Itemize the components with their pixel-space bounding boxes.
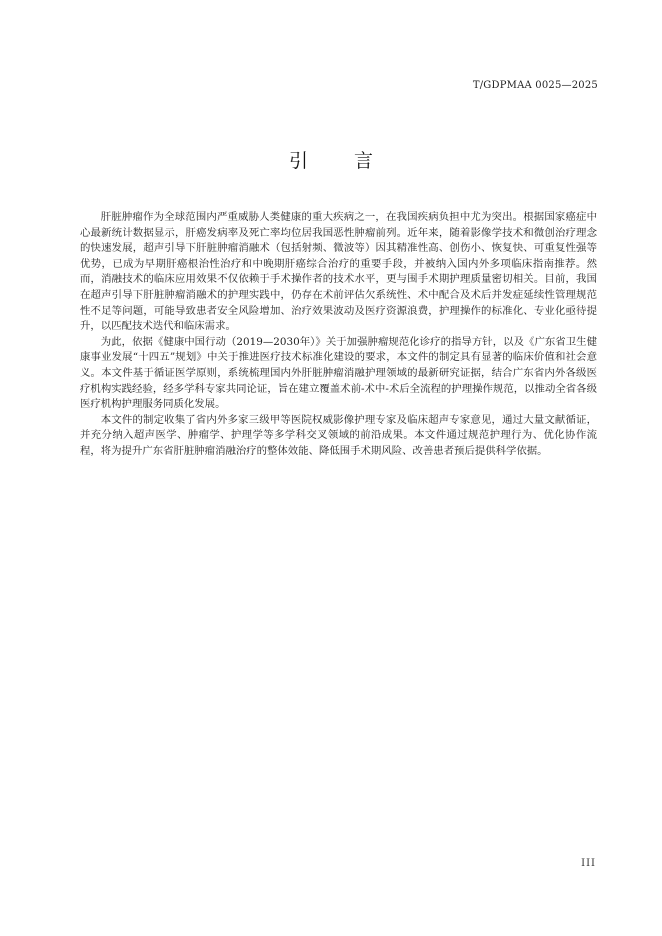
paragraph-2: 为此，依据《健康中国行动（2019—2030年）》关于加强肿瘤规范化诊疗的指导方针，以及《广东省卫生健康事业发展“十四五”规划》中关于推进医疗技术标准化建设的要求，本文件的制定具有显著的临床价值和社会意义。本文件基于循证医学原则，系统梳理国内外肝脏肿瘤消融护理领域的最新研究证据，结合广东省内外各级医疗机构实践经验，经多学科专家共同论证，旨在建立覆盖术前-术中-术后全流程的护理操作规范，以推动全省各级医疗机构护理服务同质化发展。 [80,335,597,411]
paragraph-1: 肝脏肿瘤作为全球范围内严重威胁人类健康的重大疾病之一，在我国疾病负担中尤为突出。根据国家癌症中心最新统计数据显示，肝癌发病率及死亡率均位居我国恶性肿瘤前列。近年来，随着影像学技术和微创治疗理念的快速发展，超声引导下肝脏肿瘤消融术（包括射频、微波等）因其精准性高、创伤小、恢复快、可重复性强等优势，已成为早期肝癌根治性治疗和中晚期肝癌综合治疗的重要手段，并被纳入国内外多项临床指南推荐。然而，消融技术的临床应用效果不仅依赖于手术操作者的技术水平，更与围手术期护理质量密切相关。目前，我国在超声引导下肝脏肿瘤消融术的护理实践中，仍存在术前评估欠系统性、术中配合及术后并发症延续性管理规范性不足等问题，可能导致患者安全风险增加、治疗效果波动及医疗资源浪费，护理操作的标准化、专业化亟待提升，以匹配技术迭代和临床需求。 [80,211,597,333]
page-title: 引言 [288,150,419,172]
page-number: III [581,858,596,869]
body-text [80,210,597,460]
paragraph-3: 本文件的制定收集了省内外多家三级甲等医院权威影像护理专家及临床超声专家意见，通过大量文献循证，并充分纳入超声医学、肿瘤学、护理学等多学科交叉领域的前沿成果。本文件通过规范护理行为、优化协作流程，将为提升广东省肝脏肿瘤消融治疗的整体效能、降低围手术期风险、改善患者预后提供科学依据。 [80,413,597,457]
document-code: T/GDPMAA 0025—2025 [472,80,598,91]
